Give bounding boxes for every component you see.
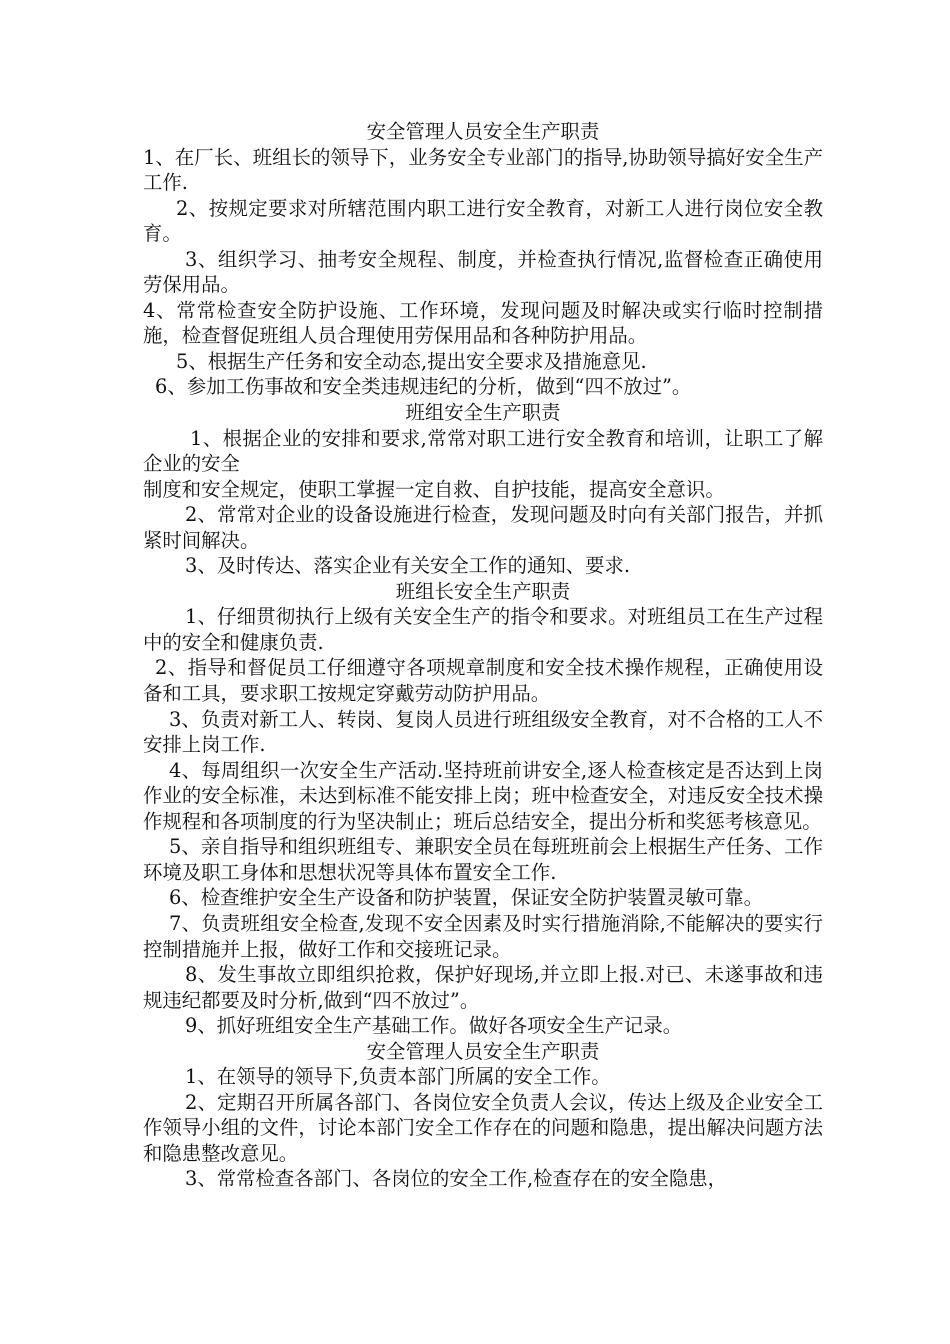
section-title: 安全管理人员安全生产职责 (366, 1039, 600, 1063)
paragraph: 2、指导和督促员工仔细遵守各项规章制度和安全技术操作规程，正确使用设备和工具，要求职工按规定穿戴劳动防护用品。 (143, 656, 823, 706)
section-title: 班组安全生产职责 (405, 401, 561, 425)
paragraph: 4、每周组织一次安全生产活动.坚持班前讲安全,逐人检查核定是否达到上岗作业的安全标准，未达到标准不能安排上岗；班中检查安全，对违反安全技术操作规程和各项制度的行为坚决制止；班后总结安全，提出分析和奖惩考核意见。 (143, 758, 823, 833)
paragraph: 3、及时传达、落实企业有关安全工作的通知、要求. (185, 554, 631, 578)
paragraph: 6、检查维护安全生产设备和防护装置，保证安全防护装置灵敏可靠。 (169, 886, 764, 910)
paragraph: 7、负责班组安全检查,发现不安全因素及时实行措施消除,不能解决的要实行控制措施并上报，做好工作和交接班记录。 (143, 911, 823, 961)
document-body (143, 119, 823, 1192)
section-title: 班组长安全生产职责 (395, 579, 571, 603)
paragraph: 2、常常对企业的设备设施进行检查，发现问题及时向有关部门报告，并抓紧时间解决。 (143, 503, 823, 552)
paragraph: 9、抓好班组安全生产基础工作。做好各项安全生产记录。 (185, 1014, 683, 1038)
paragraph: 1、根据企业的安排和要求,常常对职工进行安全教育和培训，让职工了解企业的安全 (143, 426, 823, 476)
section-title: 安全管理人员安全生产职责 (366, 120, 600, 143)
paragraph: 3、常常检查各部门、各岗位的安全工作,检查存在的安全隐患， (185, 1167, 728, 1191)
paragraph: 1、仔细贯彻执行上级有关安全生产的指令和要求。对班组员工在生产过程中的安全和健康负责. (143, 605, 823, 654)
paragraph: 4、常常检查安全防护设施、工作环境，发现问题及时解决或实行临时控制措施，检查督促班组人员合理使用劳保用品和各种防护用品。 (143, 298, 823, 348)
paragraph: 制度和安全规定，使职工掌握一定自救、自护技能，提高安全意识。 (143, 477, 725, 501)
paragraph: 3、负责对新工人、转岗、复岗人员进行班组级安全教育，对不合格的工人不安排上岗工作. (143, 707, 823, 757)
paragraph: 8、发生事故立即组织抢救，保护好现场,并立即上报.对已、未遂事故和违规违纪都要及时分析,做到“四不放过”。 (143, 963, 823, 1012)
paragraph: 5、根据生产任务和安全动态,提出安全要求及措施意见. (176, 349, 647, 373)
paragraph: 2、按规定要求对所辖范围内职工进行安全教育，对新工人进行岗位安全教育。 (143, 196, 823, 246)
paragraph: 3、组织学习、抽考安全规程、制度，并检查执行情况,监督检查正确使用劳保用品。 (143, 247, 823, 297)
paragraph: 6、参加工伤事故和安全类违规违纪的分析，做到“四不放过”。 (155, 375, 692, 399)
paragraph: 1、在厂长、班组长的领导下，业务安全专业部门的指导,协助领导搞好安全生产工作. (143, 145, 823, 195)
paragraph: 5、亲自指导和组织班组专、兼职安全员在每班班前会上根据生产任务、工作环境及职工身体和思想状况等具体布置安全工作. (143, 835, 823, 884)
paragraph: 2、定期召开所属各部门、各岗位安全负责人会议，传达上级及企业安全工作领导小组的文件，讨论本部门安全工作存在的问题和隐患，提出解决问题方法和隐患整改意见。 (143, 1090, 823, 1165)
paragraph: 1、在领导的领导下,负责本部门所属的安全工作。 (185, 1065, 611, 1089)
